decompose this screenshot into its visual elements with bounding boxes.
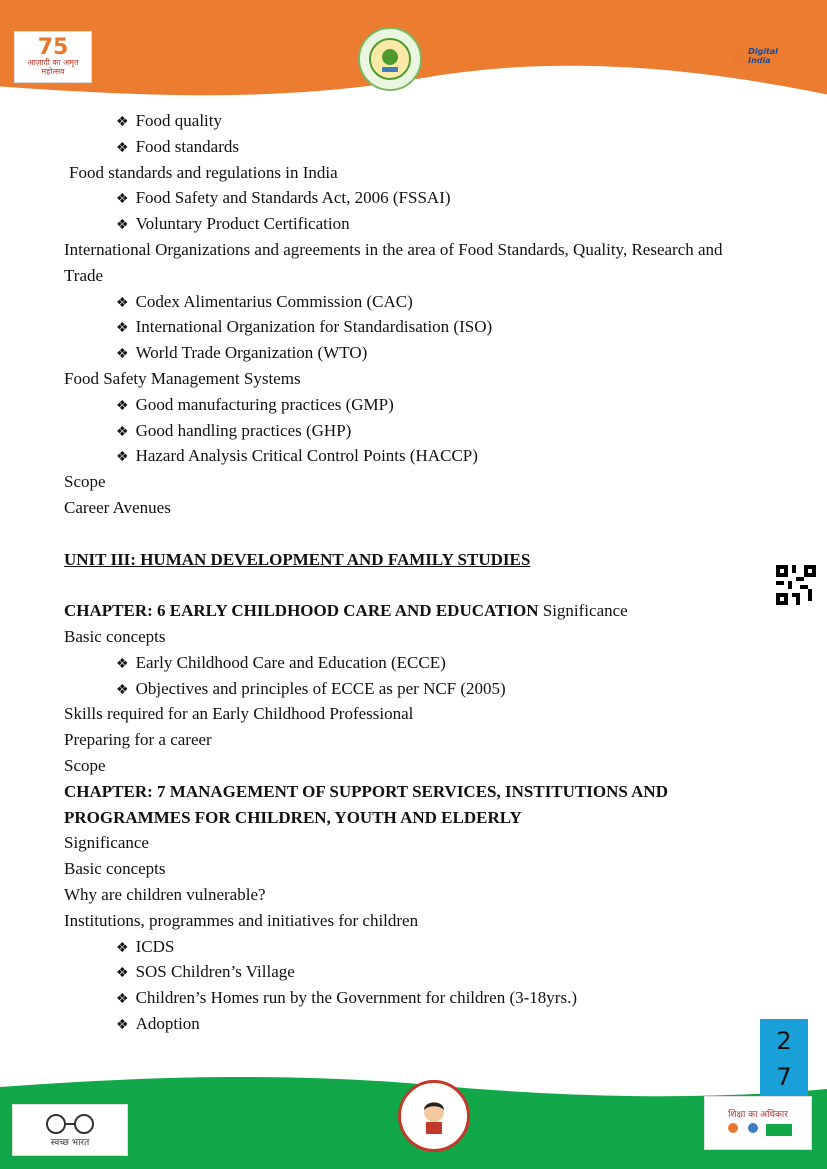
list-item: ❖ Good manufacturing practices (GMP): [64, 392, 744, 418]
chapter-6-line: [64, 598, 744, 624]
list-item: ❖ Food quality: [64, 108, 744, 134]
list-item: ❖ International Organization for Standardisation (ISO): [64, 314, 744, 340]
topic-line: Institutions, programmes and initiatives for children: [64, 910, 419, 930]
shiksha-ka-adhikar-logo: [704, 1096, 812, 1150]
beti-bachao-logo: [398, 1080, 470, 1152]
digital-india-logo: [730, 43, 802, 69]
list-item: ❖ Objectives and principles of ECCE as per NCF (2005): [64, 676, 744, 702]
list-item: ❖ ICDS: [64, 934, 744, 960]
list-item: ❖ Voluntary Product Certification: [64, 211, 744, 237]
list-item: ❖ Food standards: [64, 134, 744, 160]
topic-line: Significance: [64, 833, 149, 853]
list-item: ❖ Food Safety and Standards Act, 2006 (FSSAI): [64, 185, 744, 211]
list-item: ❖ Children’s Homes run by the Government for children (3-18yrs.): [64, 985, 744, 1011]
logo-number: 75: [37, 35, 69, 61]
list-item: ❖ Codex Alimentarius Commission (CAC): [64, 289, 744, 315]
chapter-6-title: CHAPTER: 6 EARLY CHILDHOOD CARE AND EDUCATION: [64, 601, 539, 621]
list-item: ❖ Adoption: [64, 1011, 744, 1037]
list-item: ❖ Early Childhood Care and Education (ECCE): [64, 650, 744, 676]
chapter-6-tail: Significance: [538, 601, 628, 621]
swachh-bharat-logo: [12, 1104, 128, 1156]
page-number-digit: 2: [776, 1027, 792, 1055]
list-item: ❖ World Trade Organization (WTO): [64, 340, 744, 366]
digital-india-text: Digital India: [748, 47, 778, 65]
logo-hindi-text: आज़ादी का अमृत महोत्सव: [27, 58, 79, 76]
syllabus-content: [64, 108, 744, 1037]
topic-line: Scope: [64, 755, 106, 775]
topic-line: Why are children vulnerable?: [64, 884, 266, 904]
chapter-7-title: CHAPTER: 7 MANAGEMENT OF SUPPORT SERVICES, INSTITUTIONS AND PROGRAMMES FOR CHILDREN, YOUTH AND ELDERLY: [64, 781, 668, 827]
education-board-emblem: [358, 27, 422, 91]
topic-line: International Organizations and agreements in the area of Food Standards, Quality, Research and Trade: [64, 239, 723, 285]
swachh-text: स्वच्छ भारत: [50, 1137, 90, 1148]
page-number-badge: [760, 1019, 808, 1096]
topic-line: Career Avenues: [64, 497, 171, 517]
topic-line: Preparing for a career: [64, 730, 212, 750]
qr-code-icon[interactable]: [776, 565, 816, 605]
topic-line: Basic concepts: [64, 859, 166, 879]
spacer: [64, 572, 744, 598]
digital-india-icon: ⊙: [730, 45, 746, 67]
glasses-icon: [40, 1113, 100, 1135]
topic-line: Skills required for an Early Childhood Professional: [64, 704, 414, 724]
emblem-icon: [368, 37, 412, 81]
list-item: ❖ Good handling practices (GHP): [64, 418, 744, 444]
shiksha-text: शिक्षा का अधिकार: [728, 1109, 788, 1120]
spacer: [64, 521, 744, 547]
list-item: ❖ Hazard Analysis Critical Control Points (HACCP): [64, 443, 744, 469]
topic-line: Food Safety Management Systems: [64, 368, 301, 388]
azadi-amrit-mahotsav-logo: [14, 31, 92, 83]
girl-icon: [414, 1096, 454, 1136]
topic-line: Scope: [64, 472, 106, 492]
list-item: ❖ SOS Children’s Village: [64, 959, 744, 985]
topic-line: Basic concepts: [64, 626, 166, 646]
topic-line: Food standards and regulations in India: [69, 162, 338, 182]
unit-heading: UNIT III: HUMAN DEVELOPMENT AND FAMILY STUDIES: [64, 549, 531, 569]
page-number-digit: 7: [776, 1063, 792, 1091]
children-icon: [718, 1120, 798, 1140]
